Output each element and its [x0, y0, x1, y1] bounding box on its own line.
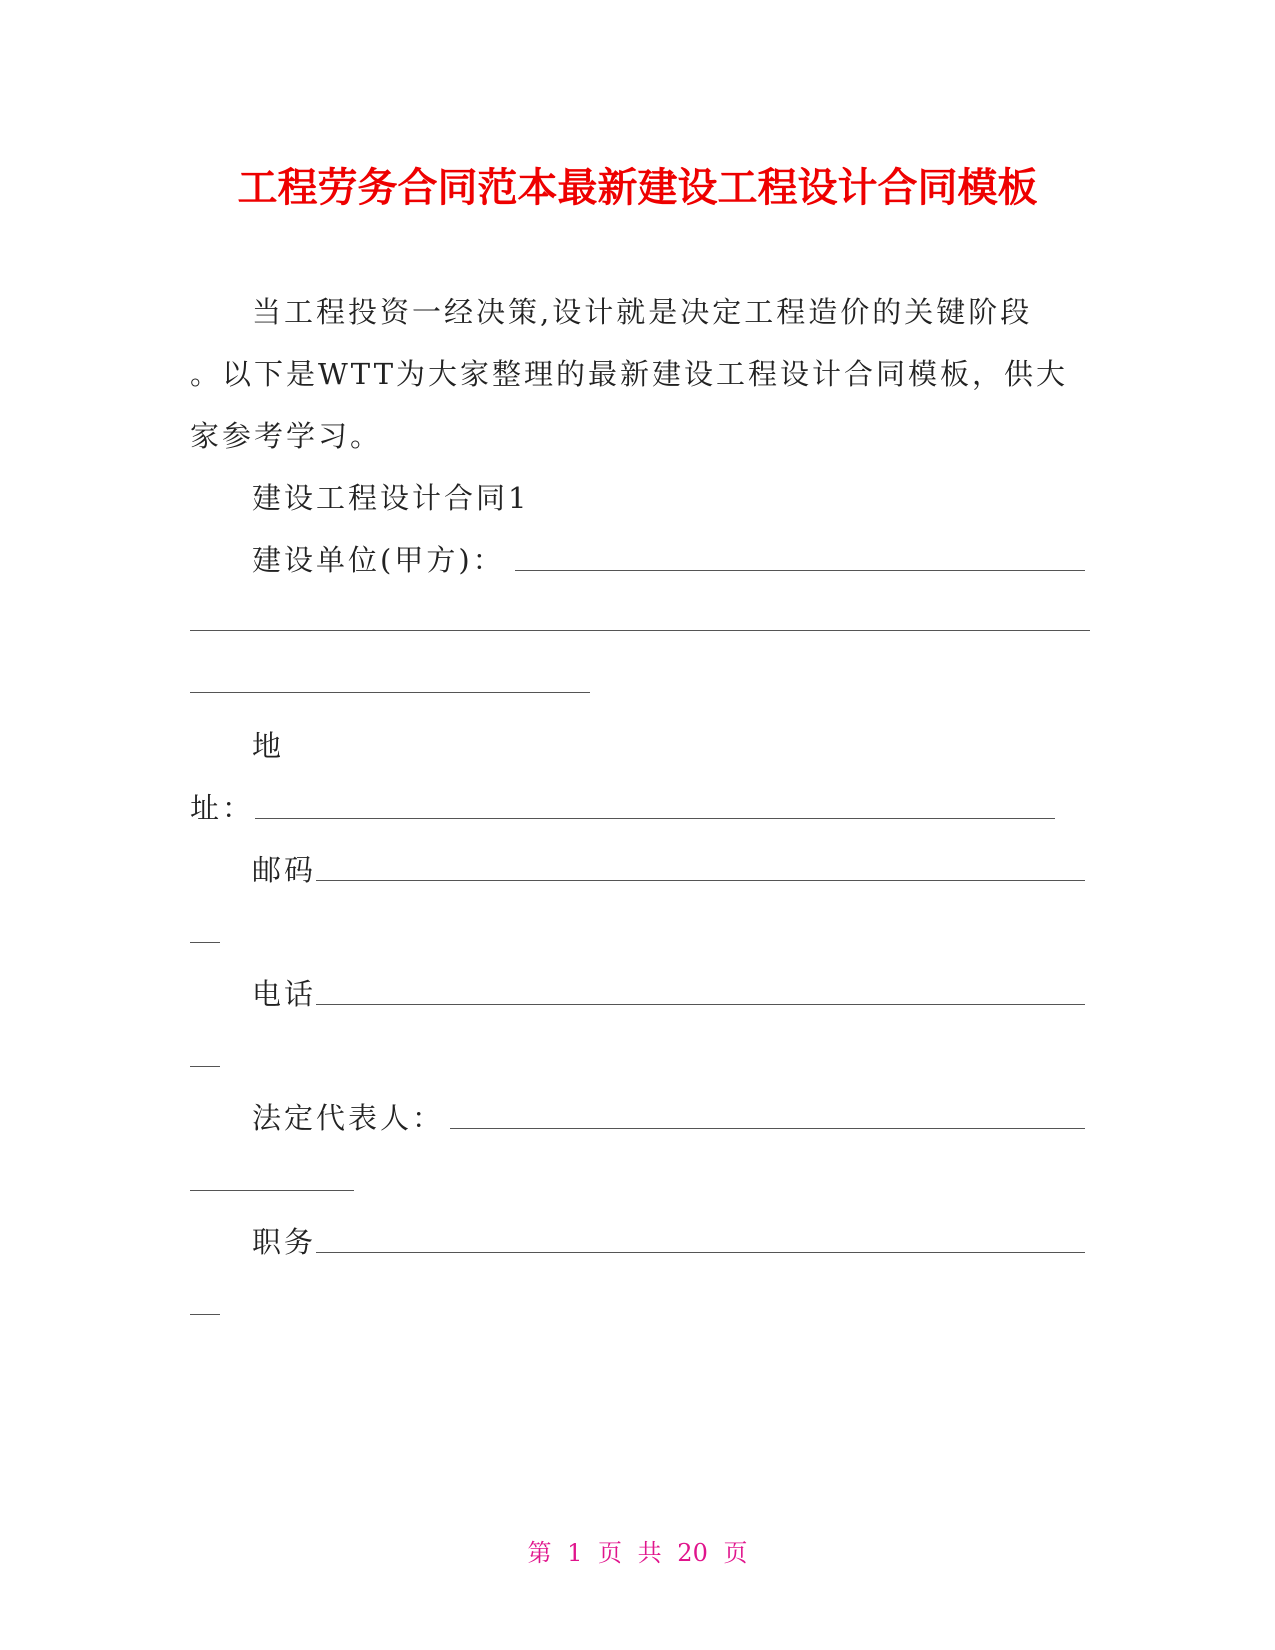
- intro-line-2: 。以下是WTT为大家整理的最新建设工程设计合同模板，供大: [190, 357, 1069, 391]
- postcode-blank-line-2: [190, 942, 220, 943]
- legal-rep-blank-line-2: [190, 1190, 354, 1191]
- party-a-blank-line-3: [190, 692, 590, 693]
- page-number-footer: 第 1 页 共 20 页: [527, 1539, 748, 1567]
- section-heading: 建设工程设计合同1: [252, 481, 530, 515]
- position-blank-line-1: [316, 1252, 1085, 1253]
- position-blank-line-2: [190, 1314, 220, 1315]
- intro-line-3: 家参考学习。: [190, 419, 383, 453]
- intro-line-1: 当工程投资一经决策,设计就是决定工程造价的关键阶段: [252, 295, 1033, 329]
- phone-blank-line-2: [190, 1066, 220, 1067]
- document-title: 工程劳务合同范本最新建设工程设计合同模板: [237, 165, 1038, 211]
- party-a-blank-line-2: [190, 630, 1090, 631]
- phone-blank-line-1: [316, 1004, 1085, 1005]
- position-label: 职务: [252, 1225, 317, 1259]
- party-a-blank-line-1: [515, 570, 1085, 571]
- address-label-second: 址：: [190, 791, 255, 825]
- party-a-label: 建设单位(甲方)：: [252, 543, 505, 577]
- address-label-first: 地: [252, 729, 285, 763]
- legal-rep-label: 法定代表人：: [252, 1101, 445, 1135]
- address-blank-line: [255, 818, 1055, 819]
- phone-label: 电话: [252, 977, 317, 1011]
- postcode-blank-line-1: [316, 880, 1085, 881]
- postcode-label: 邮码: [252, 853, 317, 887]
- legal-rep-blank-line-1: [450, 1128, 1085, 1129]
